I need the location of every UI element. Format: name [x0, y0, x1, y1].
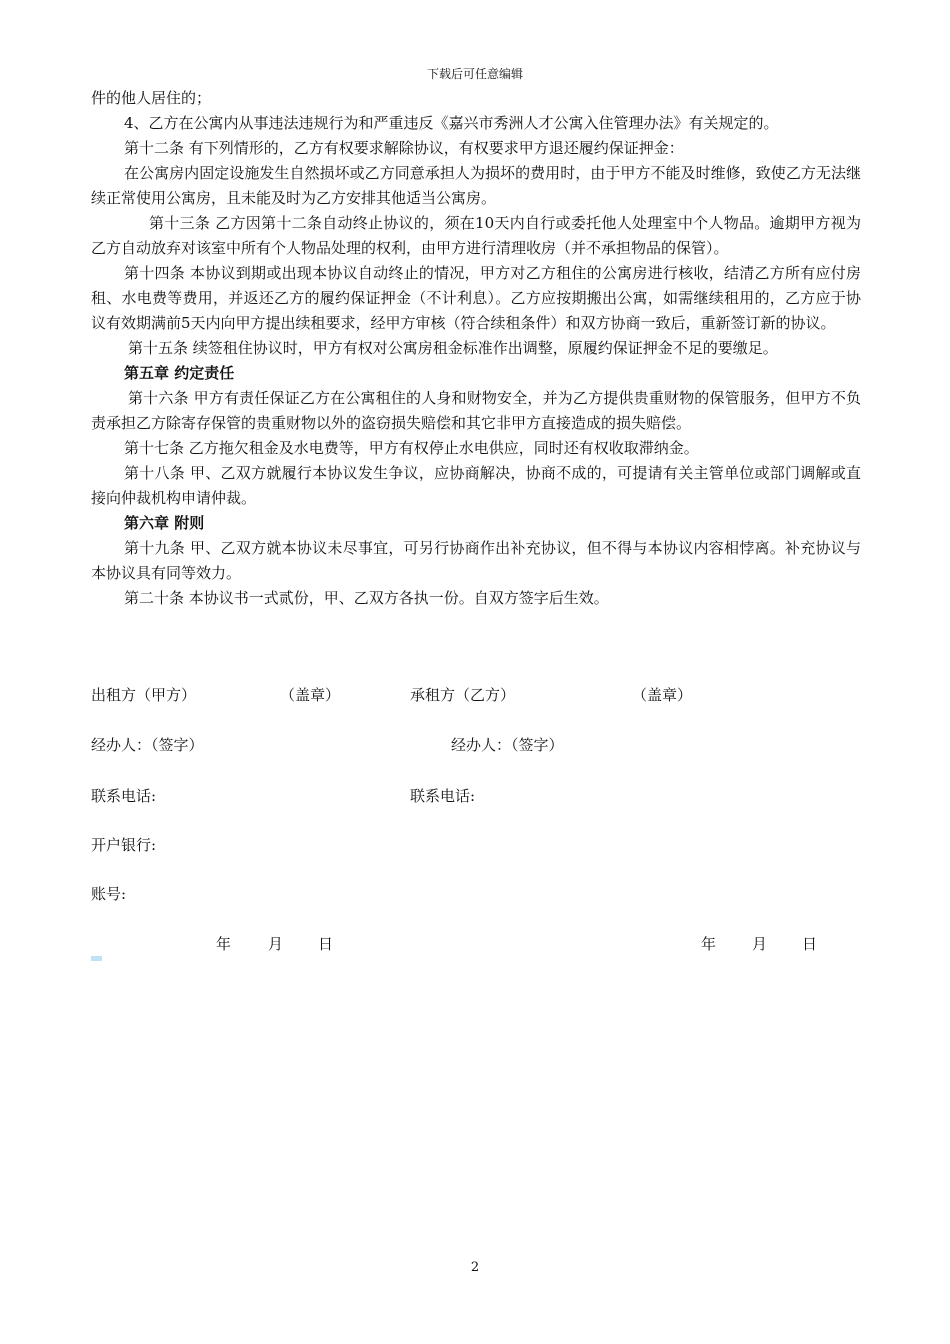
date-right-month: 月	[752, 935, 768, 953]
selection-marker	[91, 956, 102, 961]
article-16: 第十六条 甲方有责任保证乙方在公寓租住的人身和财物安全，并为乙方提供贵重财物的保管服务，但甲方不负责承担乙方除寄存保管的贵重财物以外的盗窃损失赔偿和其它非甲方直接造成的损失赔偿。	[91, 389, 861, 432]
article-18: 第十八条 甲、乙双方就履行本协议发生争议，应协商解决，协商不成的，可提请有关主管单位或部门调解或直接向仲裁机构申请仲裁。	[91, 464, 861, 507]
date-left-year: 年	[216, 935, 232, 953]
paragraph-continuation: 件的他人居住的；	[91, 89, 212, 107]
article-19: 第十九条 甲、乙双方就本协议未尽事宜，可另行协商作出补充协议，但不得与本协议内容相悖离。补充协议与本协议具有同等效力。	[91, 539, 861, 582]
article-12: 第十二条 有下列情形的，乙方有权要求解除协议，有权要求甲方退还履约保证押金：	[124, 139, 684, 157]
article-13: 第十三条 乙方因第十二条自动终止协议的，须在10天内自行或委托他人处理室中个人物品。逾期甲方视为乙方自动放弃对该室中所有个人物品处理的权利，由甲方进行清理收房（并不承担物品的保管）。	[91, 214, 861, 257]
agent-left: 经办人：（签字）	[91, 736, 204, 754]
article-15: 第十五条 续签租住协议时，甲方有权对公寓房租金标准作出调整，原履约保证押金不足的要缴足。	[128, 339, 778, 357]
lessor-label: 出租方（甲方）	[91, 686, 197, 704]
page-header: 下载后可任意编辑	[426, 67, 523, 81]
lessee-label: 承租方（乙方）	[410, 686, 516, 704]
article-17: 第十七条 乙方拖欠租金及水电费等，甲方有权停止水电供应，同时还有权收取滞纳金。	[124, 439, 699, 457]
chapter-5-heading: 第五章 约定责任	[124, 364, 235, 382]
lessee-seal: （盖章）	[632, 686, 693, 704]
article-20: 第二十条 本协议书一式贰份，甲、乙双方各执一份。自双方签字后生效。	[124, 589, 609, 607]
date-right-year: 年	[701, 935, 717, 953]
chapter-6-heading: 第六章 附则	[124, 514, 205, 532]
article-12-detail: 在公寓房内固定设施发生自然损坏或乙方同意承担人为损坏的费用时，由于甲方不能及时维修，致使乙方无法继续正常使用公寓房，且未能及时为乙方安排其他适当公寓房。	[91, 164, 861, 207]
paragraph-item-4: 4、乙方在公寓内从事违法违规行为和严重违反《嘉兴市秀洲人才公寓入住管理办法》有关规定的。	[124, 114, 779, 132]
article-14: 第十四条 本协议到期或出现本协议自动终止的情况，甲方对乙方租住的公寓房进行核收，结清乙方所有应付房租、水电费等费用，并返还乙方的履约保证押金（不计利息）。乙方应按期搬出公寓，如需继续租用的，乙方应于协议有效期满前5天内向甲方提出续租要求，经甲方审核（符合续租条件）和双方协商一致后，重新签订新的协议。	[91, 264, 861, 332]
agent-right: 经办人：（签字）	[451, 736, 564, 754]
page-number: 2	[470, 1260, 480, 1275]
bank-label: 开户银行:	[91, 836, 157, 854]
account-label: 账号:	[91, 885, 127, 903]
contract-body	[91, 86, 861, 611]
date-left-day: 日	[318, 935, 334, 953]
phone-left: 联系电话:	[91, 787, 157, 805]
date-left-month: 月	[268, 935, 284, 953]
phone-right: 联系电话:	[410, 787, 476, 805]
date-right-day: 日	[802, 935, 818, 953]
lessor-seal: （盖章）	[280, 686, 341, 704]
